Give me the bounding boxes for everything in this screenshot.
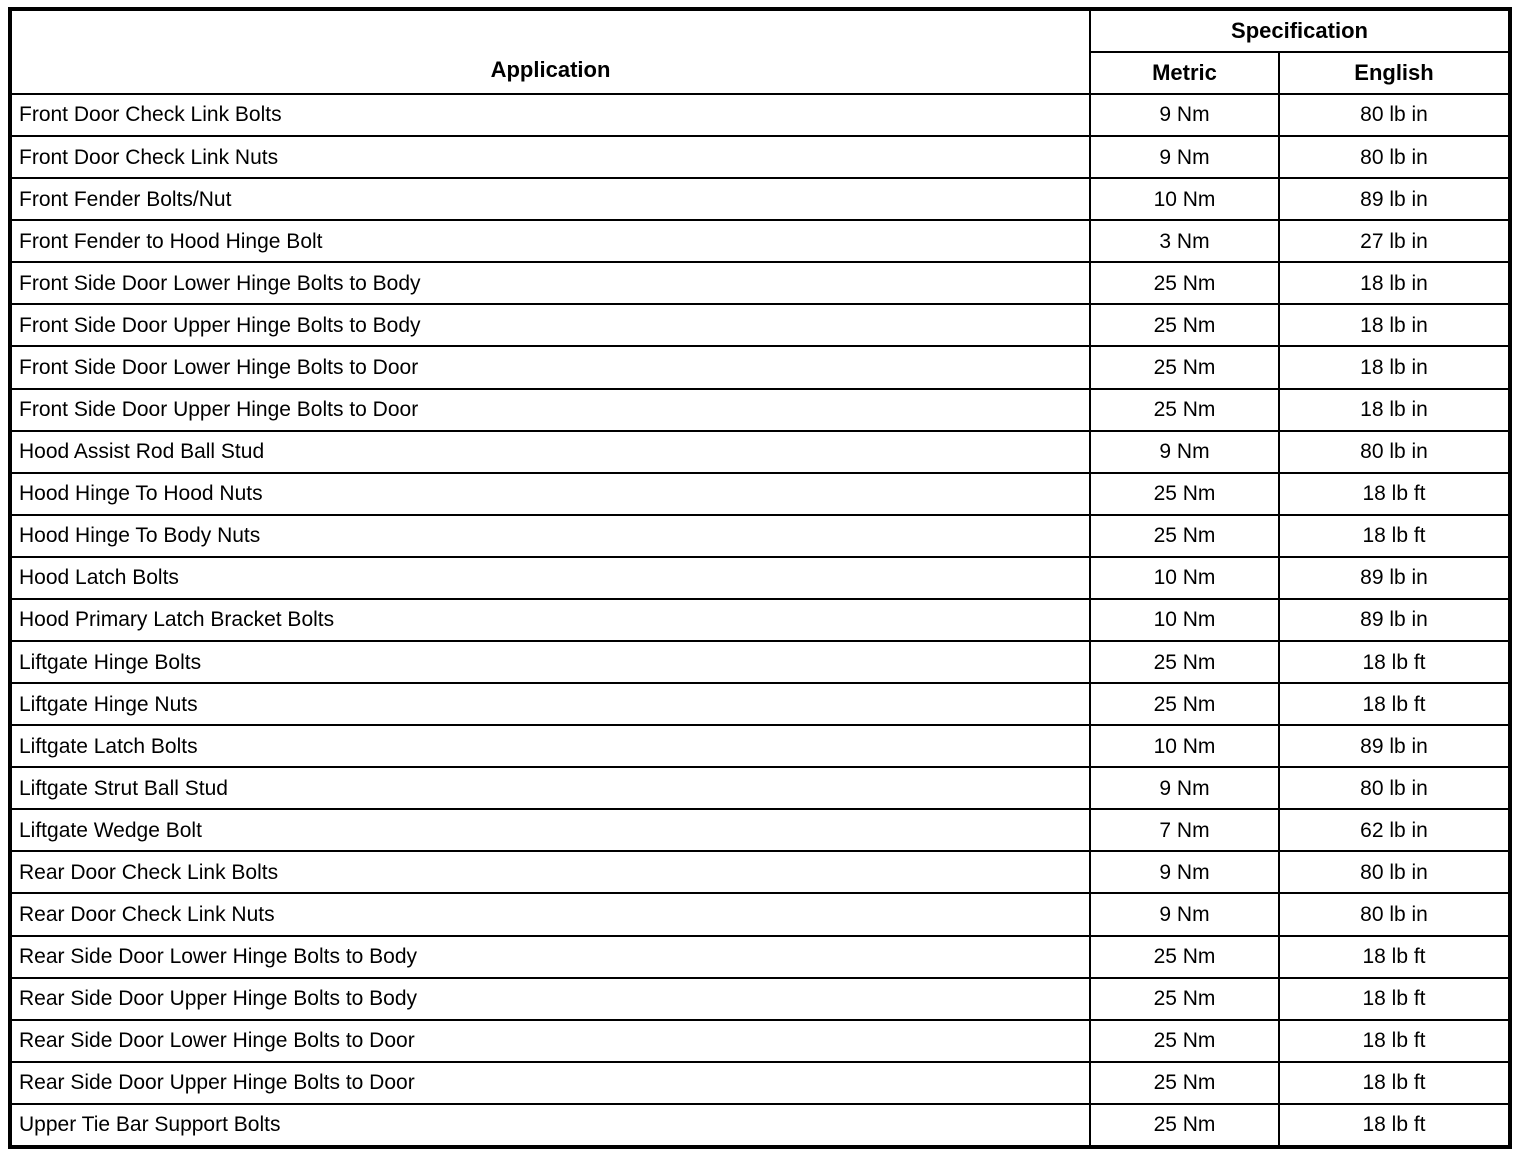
english-value-cell: 89 lb in <box>1279 557 1510 599</box>
application-cell: Rear Side Door Lower Hinge Bolts to Body <box>10 936 1090 978</box>
english-value-cell: 18 lb ft <box>1279 473 1510 515</box>
metric-value-cell: 25 Nm <box>1090 1062 1279 1104</box>
english-value-cell: 80 lb in <box>1279 136 1510 178</box>
metric-value-cell: 25 Nm <box>1090 515 1279 557</box>
table-row <box>10 809 1510 851</box>
application-cell: Liftgate Hinge Bolts <box>10 641 1090 683</box>
table-row <box>10 1062 1510 1104</box>
table-row <box>10 725 1510 767</box>
application-cell: Front Side Door Lower Hinge Bolts to Door <box>10 346 1090 388</box>
application-cell: Front Side Door Lower Hinge Bolts to Body <box>10 262 1090 304</box>
application-cell: Front Door Check Link Bolts <box>10 94 1090 136</box>
english-value-cell: 80 lb in <box>1279 431 1510 473</box>
metric-value-cell: 9 Nm <box>1090 851 1279 893</box>
metric-value-cell: 25 Nm <box>1090 473 1279 515</box>
metric-value-cell: 25 Nm <box>1090 936 1279 978</box>
application-cell: Liftgate Strut Ball Stud <box>10 767 1090 809</box>
english-value-cell: 80 lb in <box>1279 893 1510 935</box>
metric-column-header: Metric <box>1090 52 1279 94</box>
table-row <box>10 936 1510 978</box>
english-value-cell: 18 lb ft <box>1279 641 1510 683</box>
application-cell: Front Door Check Link Nuts <box>10 136 1090 178</box>
metric-value-cell: 7 Nm <box>1090 809 1279 851</box>
english-value-cell: 18 lb ft <box>1279 515 1510 557</box>
application-cell: Front Fender to Hood Hinge Bolt <box>10 220 1090 262</box>
metric-value-cell: 25 Nm <box>1090 346 1279 388</box>
table-row <box>10 473 1510 515</box>
table-row <box>10 851 1510 893</box>
application-cell: Front Fender Bolts/Nut <box>10 178 1090 220</box>
application-column-header: Application <box>10 9 1090 94</box>
english-value-cell: 18 lb in <box>1279 389 1510 431</box>
table-row <box>10 136 1510 178</box>
table-row <box>10 641 1510 683</box>
application-cell: Rear Door Check Link Bolts <box>10 851 1090 893</box>
table-row <box>10 1104 1510 1147</box>
application-cell: Liftgate Latch Bolts <box>10 725 1090 767</box>
table-row <box>10 346 1510 388</box>
english-value-cell: 89 lb in <box>1279 725 1510 767</box>
table-body <box>10 94 1510 1147</box>
metric-value-cell: 25 Nm <box>1090 683 1279 725</box>
table-row <box>10 178 1510 220</box>
application-cell: Liftgate Hinge Nuts <box>10 683 1090 725</box>
english-value-cell: 18 lb in <box>1279 346 1510 388</box>
table-row <box>10 262 1510 304</box>
table-header <box>10 9 1510 94</box>
metric-value-cell: 10 Nm <box>1090 725 1279 767</box>
application-cell: Hood Assist Rod Ball Stud <box>10 431 1090 473</box>
application-cell: Upper Tie Bar Support Bolts <box>10 1104 1090 1147</box>
english-value-cell: 18 lb ft <box>1279 1104 1510 1147</box>
table-row <box>10 220 1510 262</box>
metric-value-cell: 25 Nm <box>1090 1020 1279 1062</box>
table-row <box>10 893 1510 935</box>
application-cell: Front Side Door Upper Hinge Bolts to Door <box>10 389 1090 431</box>
fastener-specifications-table <box>8 7 1512 1149</box>
application-cell: Hood Primary Latch Bracket Bolts <box>10 599 1090 641</box>
header-row-specification <box>10 9 1510 52</box>
specification-column-group-header: Specification <box>1090 9 1510 52</box>
metric-value-cell: 3 Nm <box>1090 220 1279 262</box>
table-row <box>10 599 1510 641</box>
metric-value-cell: 25 Nm <box>1090 304 1279 346</box>
english-value-cell: 18 lb ft <box>1279 683 1510 725</box>
english-value-cell: 18 lb ft <box>1279 1062 1510 1104</box>
metric-value-cell: 10 Nm <box>1090 599 1279 641</box>
english-value-cell: 18 lb ft <box>1279 936 1510 978</box>
metric-value-cell: 9 Nm <box>1090 893 1279 935</box>
table-row <box>10 94 1510 136</box>
application-cell: Hood Hinge To Body Nuts <box>10 515 1090 557</box>
metric-value-cell: 25 Nm <box>1090 262 1279 304</box>
application-cell: Rear Door Check Link Nuts <box>10 893 1090 935</box>
table-row <box>10 515 1510 557</box>
english-value-cell: 27 lb in <box>1279 220 1510 262</box>
metric-value-cell: 10 Nm <box>1090 557 1279 599</box>
english-value-cell: 80 lb in <box>1279 94 1510 136</box>
table-row <box>10 683 1510 725</box>
table-row <box>10 1020 1510 1062</box>
application-cell: Rear Side Door Upper Hinge Bolts to Body <box>10 978 1090 1020</box>
table-row <box>10 389 1510 431</box>
table-row <box>10 767 1510 809</box>
metric-value-cell: 25 Nm <box>1090 641 1279 683</box>
table-row <box>10 431 1510 473</box>
application-cell: Liftgate Wedge Bolt <box>10 809 1090 851</box>
table-row <box>10 557 1510 599</box>
application-cell: Front Side Door Upper Hinge Bolts to Body <box>10 304 1090 346</box>
metric-value-cell: 9 Nm <box>1090 431 1279 473</box>
english-column-header: English <box>1279 52 1510 94</box>
english-value-cell: 80 lb in <box>1279 767 1510 809</box>
english-value-cell: 18 lb ft <box>1279 978 1510 1020</box>
table-row <box>10 304 1510 346</box>
english-value-cell: 89 lb in <box>1279 178 1510 220</box>
metric-value-cell: 25 Nm <box>1090 978 1279 1020</box>
english-value-cell: 89 lb in <box>1279 599 1510 641</box>
metric-value-cell: 25 Nm <box>1090 389 1279 431</box>
english-value-cell: 62 lb in <box>1279 809 1510 851</box>
application-cell: Hood Hinge To Hood Nuts <box>10 473 1090 515</box>
metric-value-cell: 10 Nm <box>1090 178 1279 220</box>
application-cell: Rear Side Door Upper Hinge Bolts to Door <box>10 1062 1090 1104</box>
metric-value-cell: 9 Nm <box>1090 767 1279 809</box>
english-value-cell: 18 lb ft <box>1279 1020 1510 1062</box>
english-value-cell: 80 lb in <box>1279 851 1510 893</box>
table-row <box>10 978 1510 1020</box>
metric-value-cell: 9 Nm <box>1090 94 1279 136</box>
english-value-cell: 18 lb in <box>1279 304 1510 346</box>
application-cell: Rear Side Door Lower Hinge Bolts to Door <box>10 1020 1090 1062</box>
metric-value-cell: 9 Nm <box>1090 136 1279 178</box>
english-value-cell: 18 lb in <box>1279 262 1510 304</box>
application-cell: Hood Latch Bolts <box>10 557 1090 599</box>
metric-value-cell: 25 Nm <box>1090 1104 1279 1147</box>
